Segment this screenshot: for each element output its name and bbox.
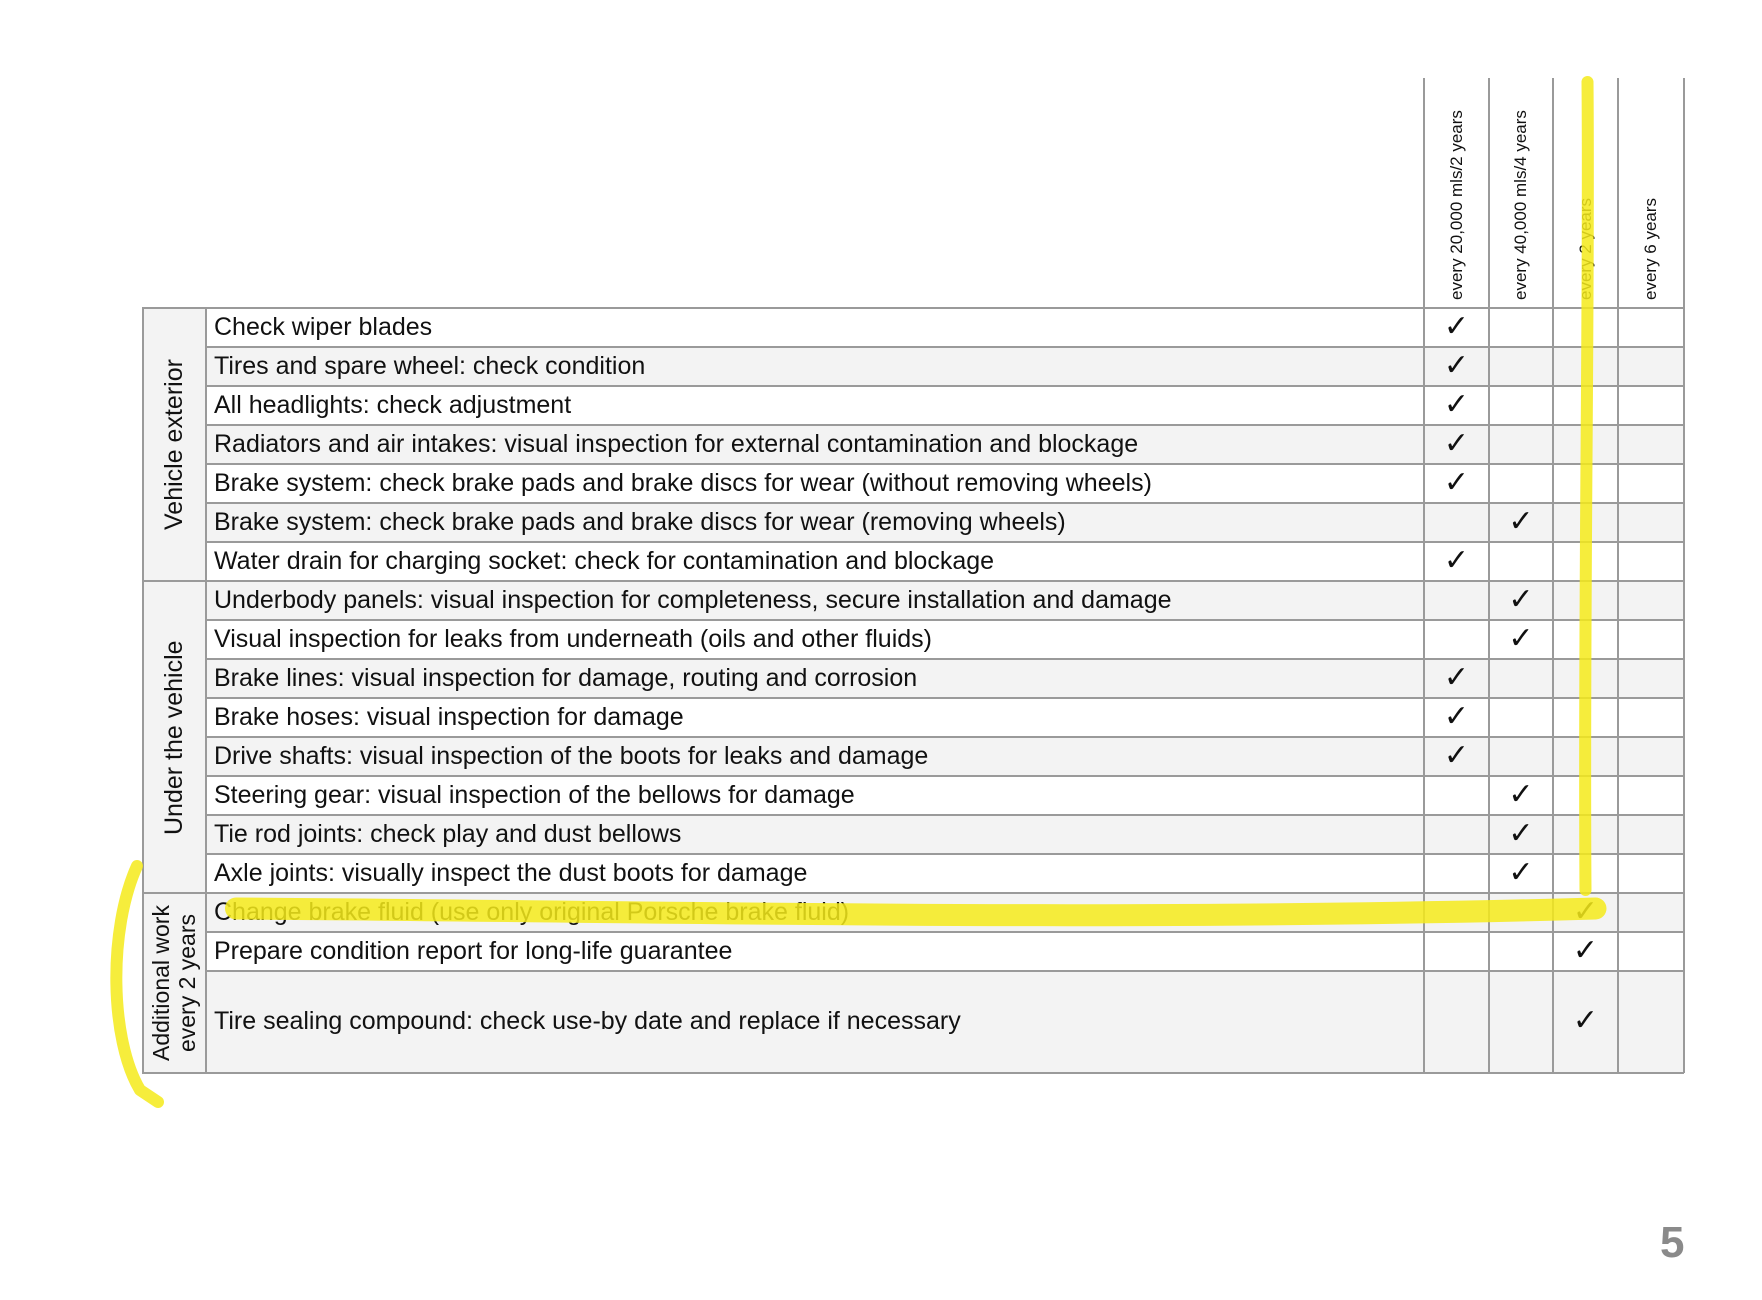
task-label: Water drain for charging socket: check for contamination and blockage [214,546,995,575]
check-mark: ✓ [1443,464,1470,500]
row-divider [206,775,1684,777]
column-header-4: every 6 years [1641,197,1660,300]
row-divider [206,502,1684,504]
task-label: Tie rod joints: check play and dust bellows [214,819,682,848]
task-label: Visual inspection for leaks from underneath (oils and other fluids) [214,624,932,653]
group-label-line: every 2 years [174,913,200,1053]
task-label: Check wiper blades [214,312,433,341]
group-label-line: Under the vehicle [160,639,188,835]
interval-column-border [1423,78,1425,1073]
task-label: Tires and spare wheel: check condition [214,351,646,380]
check-mark: ✓ [1508,581,1534,617]
check-mark: ✓ [1443,386,1470,422]
column-header-2: every 40,000 mls/4 years [1511,110,1530,300]
task-label: Drive shafts: visual inspection of the boots for leaks and damage [214,741,929,770]
group-label-line: Vehicle exterior [160,359,188,530]
check-mark: ✓ [1508,815,1534,851]
check-mark: ✓ [1508,776,1534,812]
task-label: Brake system: check brake pads and brake discs for wear (without removing wheels) [214,468,1152,497]
task-label: Tire sealing compound: check use-by date and replace if necessary [214,1007,961,1035]
group-column-right-border [205,308,207,1073]
check-mark: ✓ [1443,308,1470,344]
task-label: Brake lines: visual inspection for damage, routing and corrosion [214,663,918,692]
task-label: Brake hoses: visual inspection for damage [214,702,684,731]
check-mark: ✓ [1443,737,1470,773]
group-label-line: Additional work [148,905,174,1061]
check-mark: ✓ [1443,542,1470,578]
group-label [159,640,189,835]
check-mark: ✓ [1443,659,1470,695]
check-mark: ✓ [1443,347,1470,383]
row-divider [206,970,1684,972]
check-mark: ✓ [1572,893,1599,929]
check-mark: ✓ [1443,698,1470,734]
row-divider [142,1072,1684,1074]
check-mark: ✓ [1508,503,1534,539]
column-header-1: every 20,000 mls/2 years [1446,110,1466,300]
column-header-3: every 2 years [1575,197,1595,300]
check-mark: ✓ [1443,425,1470,461]
row-divider [142,580,1684,582]
group-label [159,359,189,530]
interval-column-border [1488,78,1490,1073]
task-label: Change brake fluid (use only original Porsche brake fluid) [214,897,850,926]
page-number: 5 [1660,1218,1685,1267]
task-label: Brake system: check brake pads and brake discs for wear (removing wheels) [214,507,1066,536]
check-mark: ✓ [1572,932,1599,968]
group-label [148,905,200,1061]
task-label: Prepare condition report for long-life guarantee [214,936,733,965]
group-column-left-border [142,308,144,1073]
row-divider [206,814,1684,816]
check-mark: ✓ [1572,1003,1599,1038]
row-divider [206,619,1684,621]
task-label: All headlights: check adjustment [214,390,572,419]
interval-column-border [1683,78,1685,1073]
task-label: Underbody panels: visual inspection for completeness, secure installation and damage [214,585,1172,614]
task-label: Radiators and air intakes: visual inspection for external contamination and blockage [214,429,1139,458]
row-divider [206,853,1684,855]
task-label: Steering gear: visual inspection of the bellows for damage [214,780,855,809]
check-mark: ✓ [1508,620,1534,656]
check-mark: ✓ [1508,854,1534,890]
task-label: Axle joints: visually inspect the dust boots for damage [214,858,808,887]
row-divider [206,931,1684,933]
row-divider [142,892,1684,894]
